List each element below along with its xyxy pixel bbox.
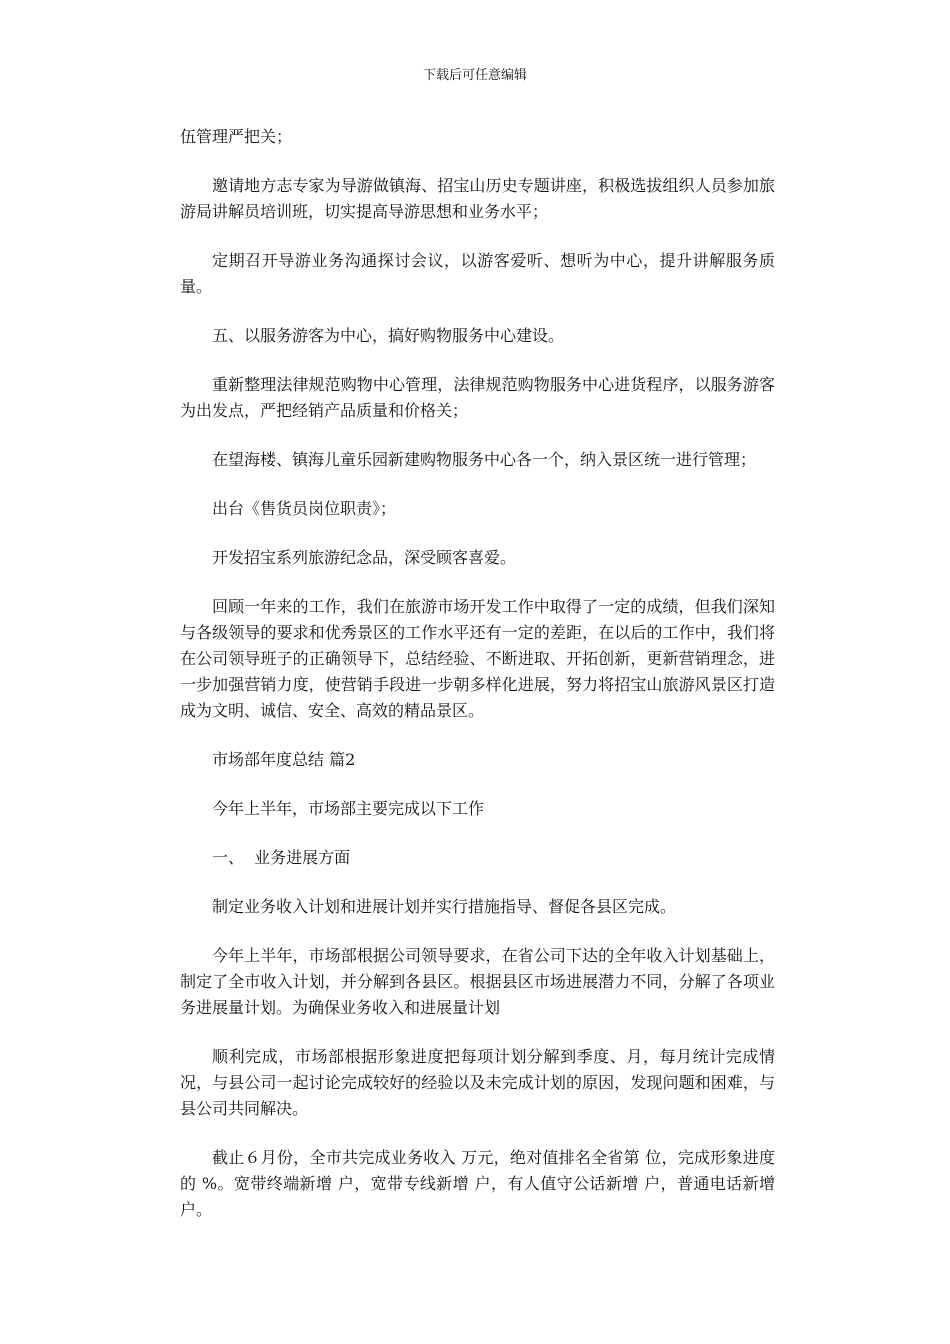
paragraph: 顺利完成，市场部根据形象进度把每项计划分解到季度、月，每月统计完成情况，与县公司一起讨论完成较好的经验以及未完成计划的原因，发现问题和困难，与县公司共同解决。 [180, 1047, 775, 1118]
article-title: 市场部年度总结 篇2 [212, 750, 356, 769]
paragraph: 开发招宝系列旅游纪念品，深受顾客喜爱。 [212, 548, 517, 567]
paragraph: 出台《售货员岗位职责》； [212, 499, 397, 518]
page-header: 下载后可任意编辑 [422, 68, 527, 83]
paragraph: 今年上半年，市场部根据公司领导要求，在省公司下达的全年收入计划基础上，制定了全市收入计划，并分解到各县区。根据县区市场进展潜力不同，分解了各项业务进展量计划。为确保业务收入和进展量计划 [180, 946, 775, 1017]
paragraph: 截止６月份，全市共完成业务收入 万元，绝对值排名全省第 位，完成形象进度的 %。宽带终端新增 户，宽带专线新增 户，有人值守公话新增 户，普通电话新增 户。 [180, 1148, 775, 1219]
paragraph: 回顾一年来的工作，我们在旅游市场开发工作中取得了一定的成绩，但我们深知与各级领导的要求和优秀景区的工作水平还有一定的差距，在以后的工作中，我们将在公司领导班子的正确领导下，总结经验、不断进取、开拓创新，更新营销理念，进一步加强营销力度，使营销手段进一步朝多样化进展，努力将招宝山旅游风景区打造成为文明、诚信、安全、高效的精品景区。 [180, 597, 775, 720]
paragraph: 在望海楼、镇海儿童乐园新建购物服务中心各一个，纳入景区统一进行管理； [212, 450, 757, 469]
paragraph: 定期召开导游业务沟通探讨会议，以游客爱听、想听为中心，提升讲解服务质量。 [180, 251, 775, 296]
section-heading: 一、 业务进展方面 [212, 848, 351, 867]
paragraph: 邀请地方志专家为导游做镇海、招宝山历史专题讲座，积极选拔组织人员参加旅游局讲解员培训班，切实提高导游思想和业务水平； [180, 176, 775, 221]
paragraph: 今年上半年，市场部主要完成以下工作 [212, 799, 485, 818]
paragraph: 重新整理法律规范购物中心管理，法律规范购物服务中心进货程序，以服务游客为出发点，严把经销产品质量和价格关； [180, 375, 775, 420]
paragraph-continuation: 伍管理严把关； [180, 127, 293, 146]
paragraph: 制定业务收入计划和进展计划并实行措施指导、督促各县区完成。 [212, 897, 677, 916]
document-body [180, 124, 775, 1246]
section-heading: 五、以服务游客为中心，搞好购物服务中心建设。 [212, 326, 565, 345]
